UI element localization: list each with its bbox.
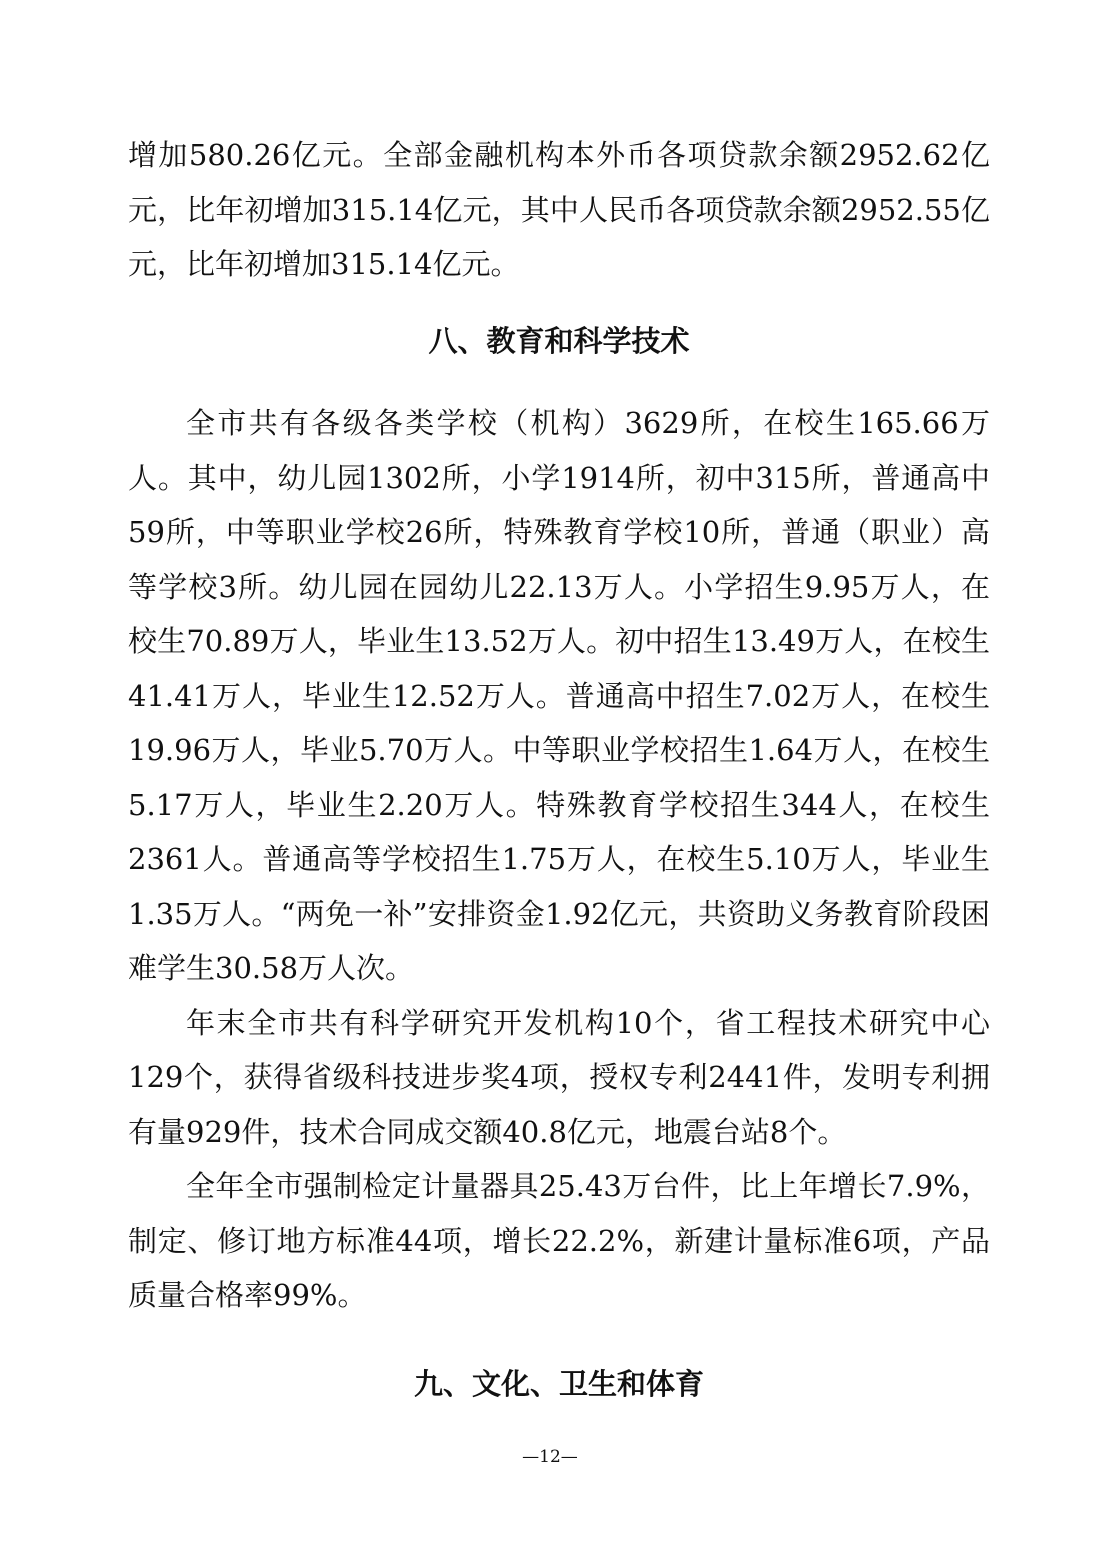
document-page xyxy=(128,128,990,1411)
education-paragraph: 全市共有各级各类学校（机构）3629所，在校生165.66万人。其中，幼儿园1302所，小学1914所，初中315所，普通高中59所，中等职业学校26所，特殊教育学校10所，普通（职业）高等学校3所。幼儿园在园幼儿22.13万人。小学招生9.95万人，在校生70.89万人，毕业生13.52万人。初中招生13.49万人，在校生41.41万人，毕业生12.52万人。普通高中招生7.02万人，在校生19.96万人，毕业5.70万人。中等职业学校招生1.64万人，在校生5.17万人，毕业生2.20万人。特殊教育学校招生344人，在校生2361人。普通高等学校招生1.75万人，在校生5.10万人，毕业生1.35万人。“两免一补”安排资金1.92亿元，共资助义务教育阶段困难学生30.58万人次。 xyxy=(128,406,990,985)
section-heading-culture-health-sports: 九、文化、卫生和体育 xyxy=(413,1366,704,1401)
page-number: —12— xyxy=(522,1447,578,1467)
metrology-paragraph: 全年全市强制检定计量器具25.43万台件，比上年增长7.9%，制定、修订地方标准44项，增长22.2%，新建计量标准6项，产品质量合格率99%。 xyxy=(128,1169,990,1312)
intro-paragraph: 增加580.26亿元。全部金融机构本外币各项贷款余额2952.62亿元，比年初增加315.14亿元，其中人民币各项贷款余额2952.55亿元，比年初增加315.14亿元。 xyxy=(128,138,990,281)
science-paragraph: 年末全市共有科学研究开发机构10个，省工程技术研究中心129个，获得省级科技进步奖4项，授权专利2441件，发明专利拥有量929件，技术合同成交额40.8亿元，地震台站8个。 xyxy=(128,1005,990,1149)
section-heading-education-science: 八、教育和科学技术 xyxy=(428,323,690,358)
